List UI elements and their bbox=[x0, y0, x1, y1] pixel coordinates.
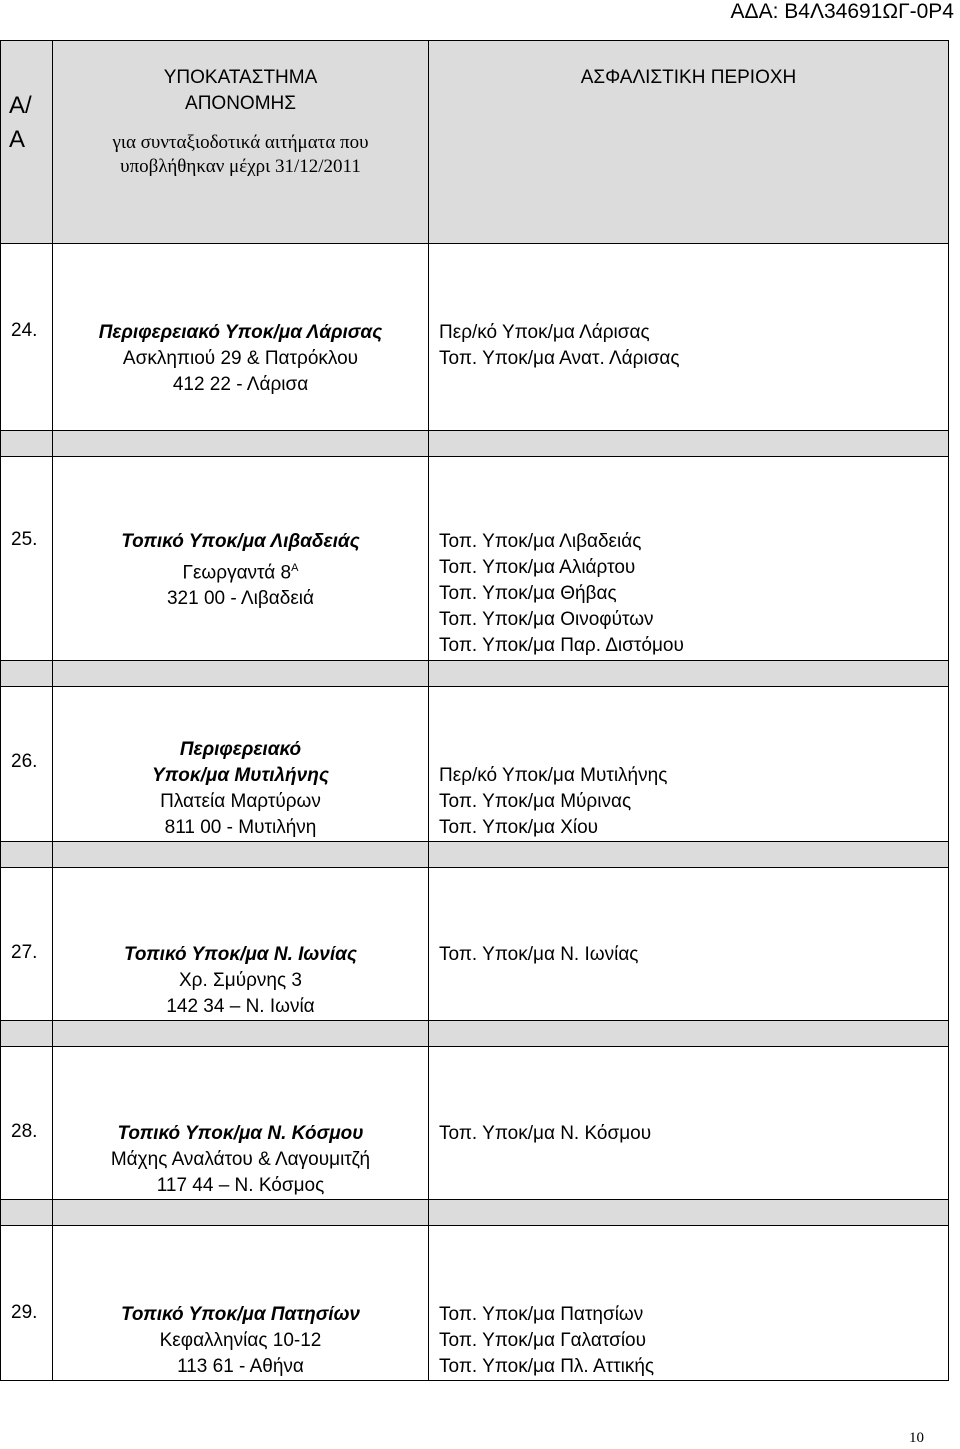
table-row bbox=[1, 868, 949, 1021]
branch-cell bbox=[53, 457, 429, 661]
header-num bbox=[1, 41, 53, 244]
header-num-line1: Α/ bbox=[9, 92, 32, 119]
row-number bbox=[1, 868, 53, 1021]
area-cell bbox=[429, 244, 949, 431]
page-number: 10 bbox=[909, 1430, 924, 1446]
branch-postal: 142 34 – Ν. Ιωνία bbox=[166, 996, 315, 1017]
branch-name-line2: Υποκ/μα Μυτιλήνης bbox=[152, 765, 329, 786]
area-item: Τοπ. Υποκ/μα Ν. Κόσμου bbox=[439, 1123, 652, 1144]
area-item: Τοπ. Υποκ/μα Πατησίων bbox=[439, 1304, 644, 1325]
row-number-text: 27. bbox=[11, 942, 38, 963]
branch-postal: 117 44 – Ν. Κόσμος bbox=[156, 1175, 325, 1196]
area-item: Τοπ. Υποκ/μα Χίου bbox=[439, 817, 599, 838]
branch-cell bbox=[53, 687, 429, 842]
area-item: Τοπ. Υποκ/μα Ανατ. Λάρισας bbox=[439, 348, 680, 369]
area-item: Περ/κό Υποκ/μα Λάρισας bbox=[439, 322, 650, 343]
row-number bbox=[1, 457, 53, 661]
area-cell bbox=[429, 868, 949, 1021]
header-branch-title-1: ΥΠΟΚΑΤΑΣΤΗΜΑ bbox=[163, 67, 318, 88]
branch-cell bbox=[53, 868, 429, 1021]
area-cell bbox=[429, 687, 949, 842]
branch-cell bbox=[53, 1226, 429, 1381]
table-row bbox=[1, 1226, 949, 1381]
branch-address: Μάχης Αναλάτου & Λαγουμιτζή bbox=[110, 1149, 371, 1170]
area-item: Τοπ. Υποκ/μα Πλ. Αττικής bbox=[439, 1356, 655, 1377]
row-number bbox=[1, 244, 53, 431]
header-area-label: ΑΣΦΑΛΙΣΤΙΚΗ ΠΕΡΙΟΧΗ bbox=[580, 67, 797, 88]
branch-postal: 321 00 - Λιβαδειά bbox=[166, 588, 315, 610]
area-item: Περ/κό Υποκ/μα Μυτιλήνης bbox=[439, 765, 668, 786]
area-item: Τοπ. Υποκ/μα Παρ. Διστόμου bbox=[439, 635, 684, 656]
branch-address: Ασκληπιού 29 & Πατρόκλου bbox=[122, 348, 359, 369]
separator-row bbox=[1, 842, 949, 868]
area-cell bbox=[429, 1047, 949, 1200]
branches-table bbox=[0, 40, 949, 1381]
branch-postal: 113 61 - Αθήνα bbox=[177, 1356, 304, 1377]
header-area bbox=[429, 41, 949, 244]
separator-row bbox=[1, 1021, 949, 1047]
header-num-line2: Α bbox=[9, 126, 26, 153]
branch-name: Τοπικό Υποκ/μα Ν. Ιωνίας bbox=[123, 944, 358, 965]
branch-name: Τοπικό Υποκ/μα Ν. Κόσμου bbox=[117, 1123, 364, 1144]
table-row bbox=[1, 244, 949, 431]
table-row bbox=[1, 687, 949, 842]
branch-postal: 412 22 - Λάρισα bbox=[172, 374, 309, 395]
branch-cell bbox=[53, 244, 429, 431]
table-row bbox=[1, 1047, 949, 1200]
row-number-text: 29. bbox=[11, 1302, 38, 1323]
separator-row bbox=[1, 431, 949, 457]
ada-code: ΑΔΑ: Β4Λ34691ΩΓ-0Ρ4 bbox=[730, 0, 954, 23]
branch-name-line1: Περιφερειακό bbox=[179, 739, 302, 760]
header-branch-note-2: υποβλήθηκαν μέχρι 31/12/2011 bbox=[120, 156, 361, 177]
branch-address: Κεφαλληνίας 10-12 bbox=[159, 1330, 322, 1351]
area-item: Τοπ. Υποκ/μα Λιβαδειάς bbox=[439, 531, 642, 552]
table-row bbox=[1, 457, 949, 661]
separator-row bbox=[1, 661, 949, 687]
header-branch bbox=[53, 41, 429, 244]
row-number-text: 26. bbox=[11, 751, 38, 772]
area-item: Τοπ. Υποκ/μα Οινοφύτων bbox=[439, 609, 654, 630]
row-number-text: 28. bbox=[11, 1121, 38, 1142]
branch-address: Χρ. Σμύρνης 3 bbox=[179, 970, 302, 991]
row-number bbox=[1, 687, 53, 842]
branch-address bbox=[53, 555, 428, 586]
header-branch-note-1: για συνταξιοδοτικά αιτήματα που bbox=[112, 132, 369, 153]
branch-name: Τοπικό Υποκ/μα Πατησίων bbox=[120, 1304, 360, 1325]
area-item: Τοπ. Υποκ/μα Μύρινας bbox=[439, 791, 632, 812]
separator-row bbox=[1, 1200, 949, 1226]
area-item: Τοπ. Υποκ/μα Αλιάρτου bbox=[439, 557, 636, 578]
branch-cell bbox=[53, 1047, 429, 1200]
area-cell bbox=[429, 457, 949, 661]
branch-address: Πλατεία Μαρτύρων bbox=[160, 791, 321, 812]
header-branch-title-2: ΑΠΟΝΟΜΗΣ bbox=[185, 93, 296, 114]
table-header-row bbox=[1, 41, 949, 244]
row-number bbox=[1, 1226, 53, 1381]
branch-name: Τοπικό Υποκ/μα Λιβαδειάς bbox=[121, 531, 360, 552]
branch-address-text: Γεωργαντά 8 bbox=[182, 562, 292, 584]
area-item: Τοπ. Υποκ/μα Θήβας bbox=[439, 583, 617, 604]
row-number bbox=[1, 1047, 53, 1200]
area-cell bbox=[429, 1226, 949, 1381]
area-item: Τοπ. Υποκ/μα Γαλατσίου bbox=[439, 1330, 646, 1351]
row-number-text: 24. bbox=[11, 320, 38, 341]
branch-address-sup: Α bbox=[291, 562, 299, 574]
branch-name: Περιφερειακό Υποκ/μα Λάρισας bbox=[98, 322, 383, 343]
branch-postal: 811 00 - Μυτιλήνη bbox=[164, 817, 317, 838]
area-item: Τοπ. Υποκ/μα Ν. Ιωνίας bbox=[439, 944, 639, 965]
row-number-text: 25. bbox=[11, 529, 38, 550]
